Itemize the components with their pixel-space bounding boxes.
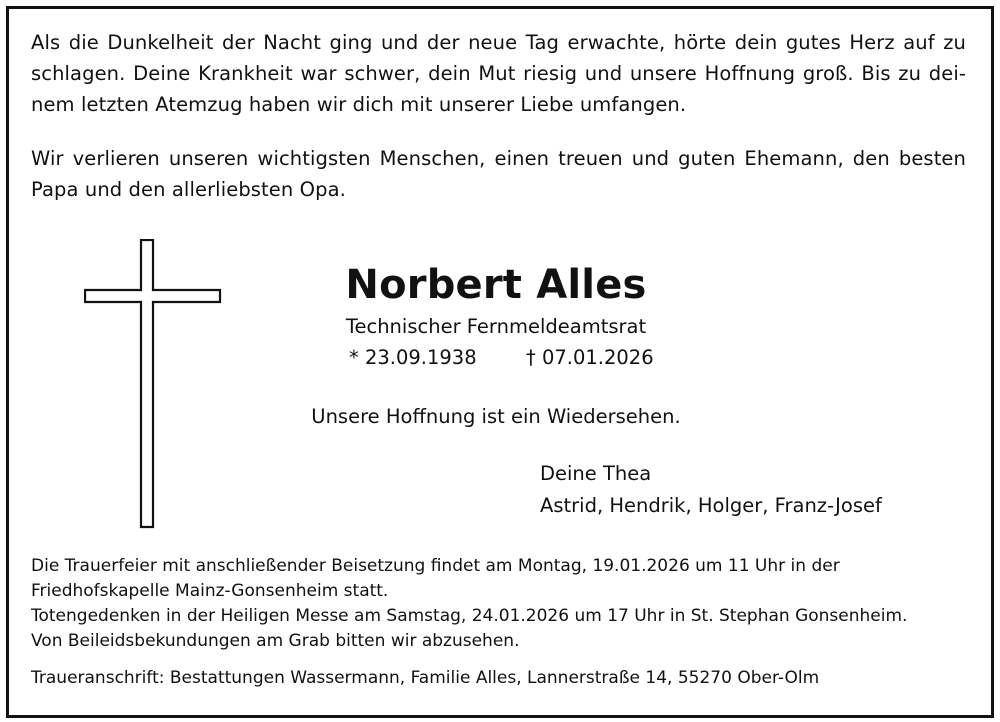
loss-paragraph (31, 143, 966, 205)
deceased-name: Norbert Alles (345, 262, 647, 308)
intro-line: schlagen. Deine Krankheit war schwer, dein Mut riesig und unsere Hoffnung groß. Bis zu dei- (31, 62, 966, 85)
mourning-address: Traueranschrift: Bestattungen Wassermann, Familie Alles, Lannerstraße 14, 55270 Ober-Olm (31, 668, 820, 688)
deceased-title: Technischer Fernmeldeamtsrat (345, 315, 647, 338)
intro-line: Als die Dunkelheit der Nacht ging und der neue Tag erwachte, hörte dein gutes Herz auf zu (31, 31, 966, 54)
mourner-line: Deine Thea (540, 462, 652, 485)
birth-date: * 23.09.1938 (349, 346, 477, 369)
ceremony-info (31, 554, 971, 654)
mourner-line: Astrid, Hendrik, Holger, Franz-Josef (540, 494, 882, 517)
ceremony-line: Friedhofskapelle Mainz-Gonsenheim statt. (31, 581, 389, 601)
death-date: † 07.01.2026 (526, 346, 654, 369)
ceremony-line: Die Trauerfeier mit anschließender Beisetzung findet am Montag, 19.01.2026 um 11 Uhr in der (31, 556, 840, 576)
intro-line: nem letzten Atemzug haben wir dich mit unserer Liebe umfangen. (31, 93, 687, 116)
cross-icon (84, 239, 222, 529)
motto: Unsere Hoffnung ist ein Wiedersehen. (311, 405, 681, 428)
intro-paragraph (31, 27, 966, 120)
loss-line: Wir verlieren unseren wichtigsten Menschen, einen treuen und guten Ehemann, den besten (31, 147, 966, 170)
ceremony-line: Totengedenken in der Heiligen Messe am Samstag, 24.01.2026 um 17 Uhr in St. Stephan Gonsenheim. (31, 606, 908, 626)
ceremony-line: Von Beileidsbekundungen am Grab bitten wir abzusehen. (31, 631, 520, 651)
loss-line: Papa und den allerliebsten Opa. (31, 178, 346, 201)
